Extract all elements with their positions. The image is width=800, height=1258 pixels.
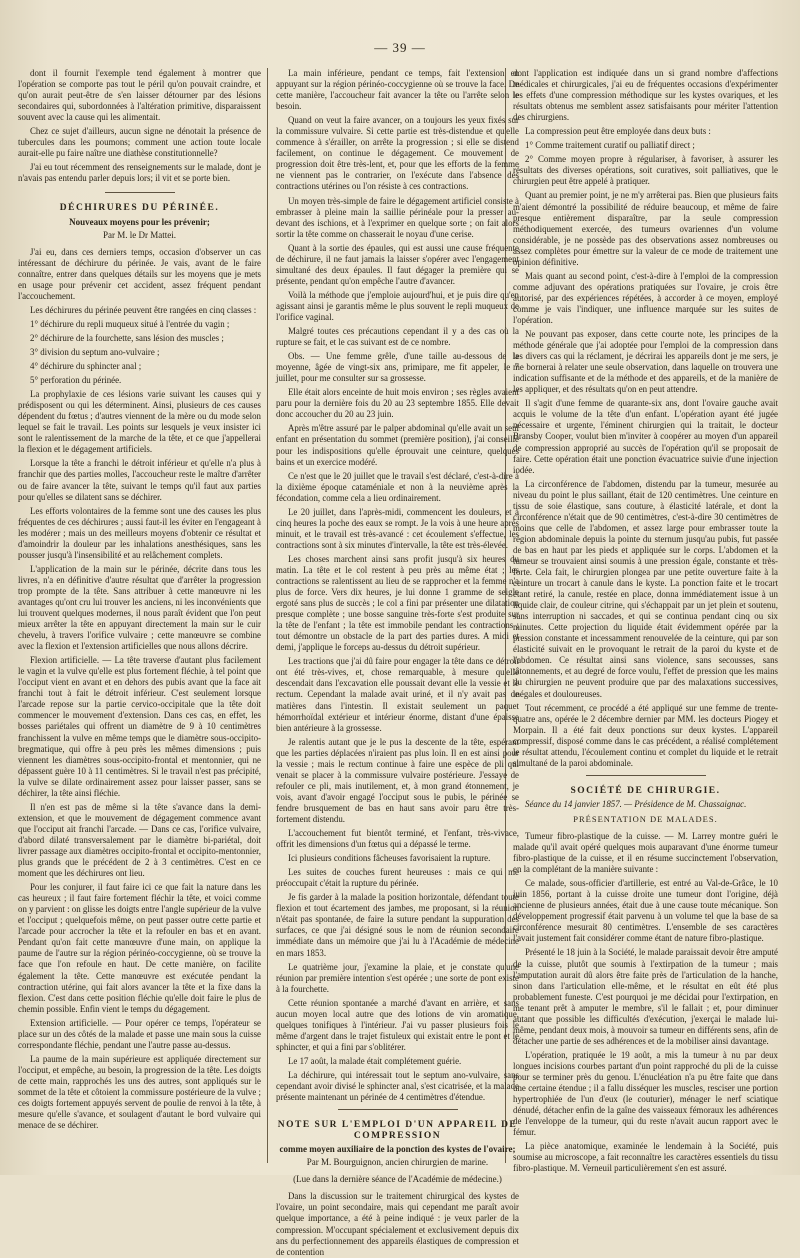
paragraph: L'opération, pratiquée le 19 août, a mis la tumeur à nu par deux longues incisions courbes partant d'un point rapproché du pli de la cuisse pour se terminer près du genou. L'énucléation n'a pu être faite que dans une certaine étendue ; il a fallu disséquer les muscles, resciser une portion hypertrophiée de l'un d'eux (le couturier), ménager le nerf sciatique dénudé, détacher enfin de la gaîne des vaisseaux fémoraux les adhérences de l'enveloppe de la tumeur, qui du reste n'avait aucun rapport avec le fémur. xyxy=(513,1049,778,1138)
paragraph: Cette réunion spontanée a marché d'avant en arrière, et sans aucun moyen local autre que des lotions de vin aromatique, quelques tonifiques à l'intérieur. J'ai vu passer plusieurs fois le même d'argent dans le trajet fistuleux qui existait entre le pont et le sphincter, et qui a fini par s'oblitérer. xyxy=(276,997,519,1052)
paragraph: Tout récemment, ce procédé a été appliqué sur une femme de trente-quatre ans, opérée le 2 décembre dernier par MM. les docteurs Piogey et Morpain. Il a été fait deux ponctions sur deux kystes. L'appareil compressif, disposé comme dans le cas précédent, a réalisé complétement le résultat attendu, l'écoulement continu et complet du liquide et le retrait simultané de la paroi abdominale. xyxy=(513,702,778,768)
paragraph: Les suites de couches furent heureuses : mais ce qui me préoccupait c'était la rupture du périnée. xyxy=(276,867,519,889)
paragraph: Voilà la méthode que j'emploie aujourd'hui, et je puis dire qu'en agissant ainsi je garantis même le plus souvent le repli muqueux de l'orifice vaginal. xyxy=(276,289,519,322)
paragraph: La paume de la main supérieure est appliquée directement sur l'occiput, et empêche, au besoin, la progression de la tête. Les doigts de cette main, rapprochés les uns des autres, sont appliqués sur le sommet de la tête et côtoient la commissure postérieure de la vulve ; ces doigts fortement appuyés servent de poulie de renvoi à la tête, à mesure qu'elle s'avance, et soulagent d'autant le bord vulvaire qui menace de se déchirer. xyxy=(18,1053,261,1131)
paragraph: Extension artificielle. — Pour opérer ce temps, l'opérateur se place sur un des côtés de la malade et passe une main sous la cuisse correspondante fléchie, pendant une l'autre passe au-dessus. xyxy=(18,1017,261,1050)
list-item: 2° Comme moyen propre à régulariser, à favoriser, à assurer les résultats des diverses opérations, soit curatives, soit palliatives, que le chirurgien peut être appelé à pratiquer. xyxy=(513,154,778,187)
article-title: DÉCHIRURES DU PÉRINÉE. xyxy=(59,203,220,214)
paragraph: Les efforts volontaires de la femme sont une des causes les plus fréquentes de ces déchirures ; aussi faut-il les éviter en l'engageant à les modérer ; mais un des meilleurs moyens d'obtenir ce résultat et d'amoindrir la douleur par les inhalations anesthésiques, sans les pousser jusqu'à l'insensibilité et au relâchement complets. xyxy=(18,505,261,560)
divider xyxy=(105,192,175,193)
list-item: 4° déchirure du sphincter anal ; xyxy=(30,361,142,372)
paragraph: Le 20 juillet, dans l'après-midi, commencent les douleurs, et à cinq heures la poche des eaux se rompt. Je la vois à une heure après minuit, et le travail est très-avancé : cet écoulement s'effectue, les contractions sont à six minutes d'intervalle, la tête est très-élevée. xyxy=(276,506,519,550)
paragraph: Ici plusieurs conditions fâcheuses favorisaient la rupture. xyxy=(288,853,491,864)
column-2 xyxy=(276,68,519,1257)
meeting-line: Séance du 14 janvier 1857. — Présidence de M. Chassaignac. xyxy=(525,798,747,809)
paragraph: Il s'agit d'une femme de quarante-six ans, dont l'ovaire gauche avait acquis le volume de la tête d'un enfant. L'opération ayant été jugée nécessaire et urgente, l'éminent chirurgien qui la traitait, le docteur Bransby Cooper, voulut bien m'inviter à coopérer au moyen d'un appareil de compression approprié au succès de l'opération qu'il se proposait de faire. Cette opération était une ponction évacuatrice suivie d'une injection iodée. xyxy=(513,398,778,475)
paragraph: Il n'en est pas de même si la tête s'avance dans la demi-extension, et que le mouvement de dégagement commence avant que l'occiput ait franchi l'arcade. — Dans ce cas, l'orifice vulvaire, d'abord dilaté transversalement par le diamètre bi-pariétal, doit livrer passage aux diamètres occipito-frontal et occipito-mentonnier, plus grands que le précédent de 2 à 3 centimètres. C'est en ce moment que les déchirures ont lieu. xyxy=(18,801,261,879)
list-item: 2° déchirure de la fourchette, sans lésion des muscles ; xyxy=(30,332,224,343)
paragraph: Quant au premier point, je ne m'y arrêterai pas. Bien que plusieurs faits m'aient démontré la possibilité de réduire beaucoup, et même de faire presque entièrement disparaître, par la seule compression méthodiquement exercée, des tumeurs ovariennes d'un volume considérable, je ne possède pas des observations assez nombreuses ou assez complètes pour émettre sur la valeur de ce mode de traitement une opinion définitive. xyxy=(513,190,778,267)
paragraph: Lorsque la tête a franchi le détroit inférieur et qu'elle n'a plus à franchir que des parties molles, l'accoucheur reste le maître d'arrêter ou de faire avancer la tête, suivant le temps qu'il faut aux parties pour qu'elles se dilatent sans se déchirer. xyxy=(18,458,261,502)
paragraph: Chez ce sujet d'ailleurs, aucun signe ne dénotait la présence de tubercules dans les poumons; comment une action toute locale aurait-elle pu faire naître une diathèse constitutionnelle? xyxy=(18,126,261,159)
paragraph: Présenté le 18 juin à la Société, le malade paraissait devoir être amputé de la cuisse, plutôt que soumis à l'extirpation de la tumeur ; mais l'amputation aurait dû alors être faite près de l'articulation de la hanche, sinon dans l'articulation elle-même, et le résultat en eût été plus probablement funeste. C'est pourquoi je me décidai pour l'extirpation, en me tenant prêt à amputer le membre, s'il le fallait ; et, pour diminuer autant que possible les difficultés d'exécution, j'exerçai le malade lui-même, pendant deux mois, à mouvoir sa tumeur en différents sens, afin de détacher une partie de ses adhérences et de la mobiliser ainsi davantage. xyxy=(513,947,778,1046)
paragraph: La déchirure, qui intéressait tout le septum ano-vulvaire, sans cependant avoir divisé le sphincter anal, s'est cicatrisée, et la malade présente maintenant un périnée de 4 centimètres d'étendue. xyxy=(276,1069,519,1103)
list-item: 5° perforation du périnée. xyxy=(30,375,122,386)
column-3 xyxy=(513,68,778,1174)
column-1 xyxy=(18,68,261,1163)
list-item: 3° division du septum ano-vulvaire ; xyxy=(30,346,160,357)
divider xyxy=(586,775,706,776)
paragraph: Le quatrième jour, j'examine la plaie, et je constate qu'une réunion par première intention s'est opérée ; une sorte de pont existe à la fourchette. xyxy=(276,961,519,994)
paragraph: Un moyen très-simple de faire le dégagement artificiel consiste à embrasser à pleine main la saillie périnéale pour la presser au-devant des ischions, et à l'exprimer en quelque sorte ; on fait alors sortir la tête comme on chasserait le noyau d'une cerise. xyxy=(276,195,519,239)
section-subhead: PRÉSENTATION DE MALADES. xyxy=(573,813,718,824)
article-author: Par M. Bourguignon, ancien chirurgien de marine. xyxy=(306,1157,489,1168)
list-item: 1° déchirure du repli muqueux situé à l'entrée du vagin ; xyxy=(30,318,230,329)
paragraph: Mais quant au second point, c'est-à-dire à l'emploi de la compression comme adjuvant des opérations pratiquées sur l'ovaire, je crois être autorisé, par des expériences répétées, à accorder à ce moyen, employé comme je vais l'indiquer, une influence marquée sur les suites de l'opération. xyxy=(513,270,778,325)
column-rule-left xyxy=(267,68,268,1163)
paragraph: L'application de la main sur le périnée, décrite dans tous les livres, n'a en définitive d'autre résultat que d'arrêter la progression trop prompte de la tête. Sans attribuer à cette manœuvre ni les avantages qu'ont cru lui trouver les anciens, ni les inconvénients que lui trouvent quelques modernes, il nous paraît évident que l'on peut mieux arrêter la tête en appuyant directement la main sur le cuir chevelu, à travers l'orifice vulvaire ; cette manœuvre se combine avec la flexion et l'extension artificielles que nous allons décrire. xyxy=(18,563,261,652)
article-title: NOTE SUR L'EMPLOI D'UN APPAREIL DE COMPRESSION xyxy=(277,1120,518,1142)
paragraph: Malgré toutes ces précautions cependant il y a des cas où la rupture se fait, et le cas suivant est de ce nombre. xyxy=(276,326,519,348)
paragraph: Quant à la sortie des épaules, qui est aussi une cause fréquente de déchirure, il ne faut jamais la laisser s'opérer avec l'engagement simultané des deux épaules. Il faut dégager la première qui se présente, pendant qu'on empêche l'autre d'avancer. xyxy=(276,242,519,286)
paragraph: Elle était alors enceinte de huit mois environ ; ses règles avaient paru pour la dernière fois du 20 au 23 septembre 1855. Elle devait donc accoucher du 20 au 23 juin. xyxy=(276,387,519,420)
paragraph: La main inférieure, pendant ce temps, fait l'extension en appuyant sur la région périnéo-coccygienne où se trouve la face. De cette manière, l'accoucheur fait avancer la tête ou l'arrête selon le besoin. xyxy=(276,68,519,112)
paragraph: Je fis garder à la malade la position horizontale, défendant toute flexion et tout écartement des jambes, me proposant, si la réunion n'était pas spontanée, de faire la suture pendant la suppuration des surfaces, ce que j'ai désigné sous le nom de réunion secondaire immédiate dans un mémoire que j'ai lu à l'Académie de médecine en mars 1853. xyxy=(276,892,519,958)
paragraph: J'ai eu, dans ces derniers temps, occasion d'observer un cas intéressant de déchirure du périnée. Je vais, avant de le faire connaître, entrer dans quelques détails sur les moyens que je mets en usage pour prévenir cet accident, assez fréquent pendant l'accouchement. xyxy=(18,246,261,301)
paragraph: Tumeur fibro-plastique de la cuisse. — M. Larrey montre guéri le malade qu'il avait opéré quelques mois auparavant d'une énorme tumeur fibro-plastique de la cuisse, et il en résume succinctement l'observation, en la complétant de la manière suivante : xyxy=(513,831,778,875)
paragraph: J'ai eu tout récemment des renseignements sur le malade, dont je n'avais pas entendu parler depuis lors; il vit et se porte bien. xyxy=(18,162,261,184)
paragraph: Les déchirures du périnée peuvent être rangées en cinq classes : xyxy=(30,304,257,315)
article-author: Par M. le Dr Mattei. xyxy=(103,229,176,240)
paragraph: dont l'application est indiquée dans un si grand nombre d'affections médicales et chirurgicales, j'ai eu de fréquentes occasions d'expérimenter les effets d'une compression méthodique sur les kystes ovariques, et les résultats obtenus me semblent assez satisfaisants pour mériter l'attention des chirurgiens. xyxy=(513,68,778,123)
society-title: SOCIÉTÉ DE CHIRURGIE. xyxy=(570,785,721,796)
paragraph: Ne pouvant pas exposer, dans cette courte note, les principes de la méthode générale que j'ai adoptée pour l'emploi de la compression dans les divers cas qui la réclament, je décrirai les appareils dont je me sers, je me bornerai à relater une seule observation, dans laquelle on trouvera une indication suffisante et de la méthode et des appareils, et de la manière de les appliquer, et des résultats qu'on en peut attendre. xyxy=(513,329,778,395)
paragraph: Pour les conjurer, il faut faire ici ce que fait la nature dans les cas heureux ; il faut faire fortement fléchir la tête, et voici comme on y parvient : on glisse les doigts entre l'angle supérieur de la vulve et l'occiput ; quelquefois même, on peut passer outre cette partie et l'arcade pour accrocher la tête et la refouler en bas et en avant. Pendant qu'on fait cette manœuvre d'une main, on applique la paume de l'autre sur la région périnéo-coccygienne, où se trouve la face que l'on refoule en haut. De cette manière, on facilite également la tête. Cette manœuvre est exécutée pendant la contraction utérine, qui fait alors avancer la tête et la fixe dans la flexion. C'est dans cette position fléchie qu'elle doit faire le plus de chemin possible. Enfin vient le temps du dégagement. xyxy=(18,882,261,1014)
divider xyxy=(338,1109,458,1110)
paragraph: Dans la discussion sur le traitement chirurgical des kystes de l'ovaire, un point secondaire, mais qui cependant me paraît avoir quelque importance, a été à peine indiqué : je veux parler de la compression. M'occupant spécialement et exclusivement depuis dix ans du perfectionnement des appareils élastiques de compression et de contention xyxy=(276,1191,519,1257)
article-subtitle: Nouveaux moyens pour les prévenir; xyxy=(69,216,210,227)
page-number: — 39 — xyxy=(374,40,426,55)
paragraph: La circonférence de l'abdomen, distendu par la tumeur, mesurée au niveau du point le plus saillant, était de 120 centimètres. Une ceinture en tissu de soie élastique, sans couture, à élasticité latérale, et dont la circonférence n'était que de 90 centimètres, c'est-à-dire 30 centimètres de moins que celle de l'abdomen, et assez large pour embrasser toute la région abdominale depuis la pointe du sternum jusqu'au pubis, fut passée de bas en haut par les pieds et appliquée sur le corps. L'abdomen et la tumeur se trouvaient ainsi soumis à une pression égale, constante et très-forte. Cela fait, le chirurgien plongea par une petite ouverture faite à la ceinture un trocart à canule dans le kyste. La ponction faite et le trocart étant retiré, la canule, restée en place, donna immédiatement issue à un liquide clair, de couleur citrine, qui s'échappait par un jet plein et soutenu, sans interruption ni saccades, et qui se continua pendant cinq ou six minutes. Cette projection du liquide était évidemment opérée par la pression constante et incessamment renouvelée de la ceinture, qui par son élasticité suivait en le provoquant le retrait de la paroi du kyste et de l'abdomen. Ce résultat ainsi sans violence, sans secousses, sans tâtonnements, et au degré de force voulu, l'effet de pression que les mains du chirurgien ne peuvent produire que par des malaxations successives, inégales et douloureuses. xyxy=(513,478,778,699)
paragraph: La prophylaxie de ces lésions varie suivant les causes qui y prédisposent ou qui les déterminent. Ainsi, plusieurs de ces causes dépendent du fœtus ; d'autres viennent de la mère ou du mode selon lequel se fait le travail. Les points sur lesquels je veux insister ici sont le ralentissement de la marche de la tête, et ce que j'appellerai la flexion et le dégagement artificiels. xyxy=(18,389,261,455)
paragraph: Le 17 août, la malade était complétement guérie. xyxy=(288,1055,462,1066)
paragraph: Quand on veut la faire avancer, on a toujours les yeux fixés sur la commissure vulvaire. Si cette partie est très-distendue et qu'elle commence à s'érailler, on arrête la progression ; si elle se distend facilement, on continue le dégagement. Ce mouvement de progression doit être très-lent, et, pour que les efforts de la femme ne viennent pas le contrarier, on l'exécute dans l'absence des contractions utérines ou l'on résiste à ces contractions. xyxy=(276,115,519,192)
paragraph: Flexion artificielle. — La tête traverse d'autant plus facilement le vagin et la vulve qu'elle est plus fortement fléchie, à tel point que l'occiput vient en avant et en dehors des pubis avant que la face ait franchi tout à fait le détroit inférieur. C'est seulement lorsque l'arcade repose sur la partie cervico-occipitale que la tête doit commencer le mouvement d'extension. Dans ces cas, en effet, les bosses pariétales qui offrent un diamètre de 9 à 10 centimètres franchissent la vulve en même temps que le diamètre sous-occipito-bregmatique, qui offre à peu près les mêmes dimensions ; puis viennent les diamètres sous-occipito-frontal et mentonnier, qui ne dépassent guère 10 à 11 centimètres. Si le travail n'est pas précipité, la vulve se dilate ordinairement assez pour laisser passer, sans se déchirer, la tête ainsi fléchie. xyxy=(18,655,261,798)
paragraph: dont il fournit l'exemple tend également à montrer que l'opération se comporte pas tout le péril qu'on pouvait craindre, et qu'on aurait peut-être de s'en laisser détourner par des lésions secondaires qui, subordonnées à l'altération primitive, disparaissent souvent avec la cause qui les alimentait. xyxy=(18,68,261,123)
paragraph: La compression peut être employée dans deux buts : xyxy=(525,126,711,137)
list-item: 1° Comme traitement curatif ou palliatif direct ; xyxy=(525,140,695,151)
paragraph: Ce malade, sous-officier d'artillerie, est entré au Val-de-Grâce, le 10 juin 1856, portant à la cuisse droite une tumeur dont l'origine, déjà ancienne de plusieurs années, était due à une cause toute mécanique. Son développement progressif était parvenu à un volume tel que la base de sa circonférence mesurait 80 centimètres. L'ensemble de ses caractères l'avait justement fait considérer comme étant de nature fibro-plastique. xyxy=(513,878,778,944)
paragraph: Je ralentis autant que je le pus la descente de la tête, espérant que les parties déplacées n'iraient pas plus loin. Il en est ainsi pour la vessie ; mais le rectum continue à faire une espèce de pli qui venait se placer à la commissure vulvaire postérieure. J'essaye de refouler ce pli, mais inutilement, et, à mon grand étonnement, je vois, avant d'avoir engagé l'occiput sous le pubis, le périnée se fendre brusquement de bas en haut sans avoir paru être très-fortement distendu. xyxy=(276,736,519,824)
paragraph: La pièce anatomique, examinée le lendemain à la Société, puis soumise au microscope, a fait reconnaître les caractères essentiels du tissu fibro-plastique. M. Verneuil particulièrement s'en est assuré. xyxy=(513,1141,778,1174)
paragraph: Les tractions que j'ai dû faire pour engager la tête dans ce détroit ont été très-vives, et, chose remarquable, à mesure qu'elle descendait dans l'excavation elle poussait devant elle la vessie et le rectum. Cependant la malade avait uriné, et il n'y avait pas de matières dans l'intestin. Il existait seulement un paquet hémorrhoïdal extérieur et intérieur énorme, distant d'une épaisse bien antérieure à la grossesse. xyxy=(276,656,519,733)
paragraph: L'accouchement fut bientôt terminé, et l'enfant, très-vivace, offrit les dimensions d'un fœtus qui a dépassé le terme. xyxy=(276,828,519,850)
paragraph: Ce n'est que le 20 juillet que le travail s'est déclaré, c'est-à-dire à la dixième époque cataméniale et non à la neuvième après la fécondation, comme cela a lieu ordinairement. xyxy=(276,470,519,503)
paragraph: Les choses marchent ainsi sans profit jusqu'à six heures du matin. La tête et le col restent à peu près au même état ; les contractions se ralentissent au lieu de se rapprocher et la femme n'a plus de force. Vers dix heures, je lui donne 1 gramme de seigle ergoté sans plus de succès ; le col a fini par présenter une dilatation presque complète ; une bosse sanguine très-forte s'est produite sur la tête de l'enfant ; la tête est immobile pendant les contractions ; tout démontre un obstacle de la part des parties dures. A midi et demi, j'applique le forceps au-dessus du détroit supérieur. xyxy=(276,553,519,653)
article-subtitle: comme moyen auxiliaire de la ponction des kystes de l'ovaire; xyxy=(279,1144,516,1155)
article-note: (Lue dans la dernière séance de l'Académie de médecine.) xyxy=(293,1174,502,1185)
paragraph: Obs. — Une femme grêle, d'une taille au-dessous de la moyenne, âgée de vingt-six ans, primipare, me fit appeler, le 7 juillet, pour me consulter sur sa grossesse. xyxy=(276,351,519,384)
paragraph: Après m'être assuré par le palper abdominal qu'elle avait un seul enfant en présentation du sommet (première position), j'ai conseillé pour les indispositions qu'elle éprouvait une ceinture, quelques bains et un exercice modéré. xyxy=(276,423,519,467)
